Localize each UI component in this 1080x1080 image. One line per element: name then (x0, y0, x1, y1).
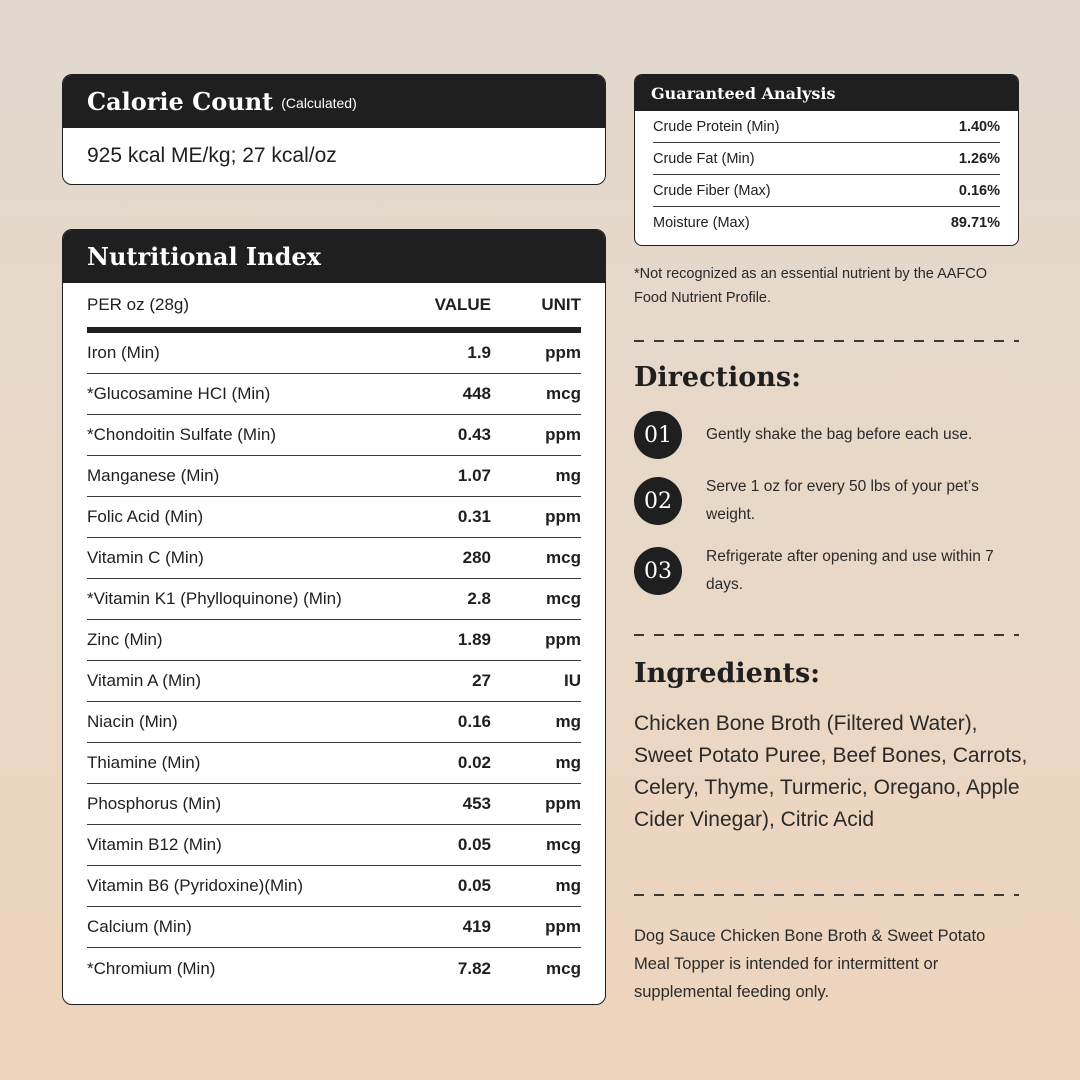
table-row (87, 415, 581, 456)
aafco-footnote: *Not recognized as an essential nutrient by the AAFCO Food Nutrient Profile. (634, 266, 988, 306)
nutrient-unit: mg (555, 712, 581, 731)
nutrient-name: Niacin (Min) (87, 712, 178, 731)
nutrient-unit: ppm (545, 425, 581, 444)
nutrient-name: Vitamin B12 (Min) (87, 835, 222, 854)
nutrient-unit: mcg (546, 835, 581, 854)
table-row (87, 907, 581, 948)
nutrient-value: 448 (462, 384, 491, 403)
step-text: Refrigerate after opening and use within 7 days. (706, 548, 994, 593)
table-row (87, 702, 581, 743)
nutrient-unit: ppm (545, 343, 581, 362)
nutrient-unit: mg (555, 466, 581, 485)
calorie-count-value: 925 kcal ME/kg; 27 kcal/oz (87, 144, 337, 167)
nutrient-name: *Glucosamine HCI (Min) (87, 384, 271, 403)
nutrient-value: 1.89 (457, 630, 491, 649)
table-row (87, 661, 581, 702)
nutrient-name: Vitamin B6 (Pyridoxine)(Min) (87, 876, 304, 895)
table-row (87, 374, 581, 415)
nutrient-unit: ppm (545, 630, 581, 649)
calorie-count-subtitle: (Calculated) (281, 94, 357, 111)
ingredients-list: Chicken Bone Broth (Filtered Water), Sweet Potato Puree, Beef Bones, Carrots, Celery, Thyme, Turmeric, Oregano, Apple Cider Vinegar), Citric Acid (634, 712, 1028, 831)
direction-step (634, 473, 996, 529)
nutrient-name: *Chromium (Min) (87, 958, 216, 978)
nutrient-value: 419 (462, 917, 491, 936)
nutrient-unit: mcg (546, 548, 581, 567)
step-number-badge: 03 (634, 547, 682, 595)
nutrient-value: 0.05 (457, 876, 491, 895)
nutrient-unit: mcg (546, 384, 581, 403)
table-row (653, 175, 1000, 207)
nutrient-name: Iron (Min) (87, 343, 160, 362)
nutritional-index-title: Nutritional Index (87, 242, 321, 271)
divider (634, 340, 1019, 342)
column-header-name: PER oz (28g) (87, 295, 190, 314)
nutrient-value: 0.43 (457, 425, 491, 444)
nutrient-name: Folic Acid (Min) (87, 507, 204, 526)
step-text: Gently shake the bag before each use. (706, 426, 973, 443)
nutrient-value: 2.8 (467, 589, 491, 608)
nutrient-name: Calcium (Min) (87, 917, 192, 936)
analysis-name: Moisture (Max) (653, 215, 750, 231)
nutrient-name: Zinc (Min) (87, 630, 163, 649)
divider (634, 894, 1019, 896)
table-row (87, 456, 581, 497)
table-row (87, 784, 581, 825)
nutritional-index-card (62, 229, 606, 1005)
table-row (87, 825, 581, 866)
table-row (87, 620, 581, 661)
divider (634, 634, 1019, 636)
nutrient-value: 0.31 (457, 507, 491, 526)
analysis-value: 1.40% (958, 118, 1000, 135)
nutrient-unit: mcg (546, 589, 581, 608)
calorie-count-card (62, 74, 606, 185)
analysis-value: 1.26% (958, 150, 1000, 167)
table-row (653, 143, 1000, 175)
calorie-count-title: Calorie Count (87, 87, 274, 116)
nutritional-index-column-headers (87, 283, 581, 333)
nutrient-value: 0.05 (457, 835, 491, 854)
nutrient-value: 453 (462, 794, 491, 813)
nutrient-value: 7.82 (457, 958, 491, 978)
ingredients-title: Ingredients: (634, 658, 821, 689)
table-row (653, 207, 1000, 239)
step-number-badge: 02 (634, 477, 682, 525)
nutrient-name: Manganese (Min) (87, 466, 220, 485)
column-header-value: VALUE (434, 295, 491, 314)
nutrient-unit: mg (555, 753, 581, 772)
step-text: Serve 1 oz for every 50 lbs of your pet’s weight. (706, 478, 979, 523)
analysis-name: Crude Protein (Min) (653, 118, 780, 135)
directions-title: Directions: (634, 362, 802, 393)
nutrient-value: 27 (472, 671, 491, 690)
nutrient-unit: ppm (545, 507, 581, 526)
table-row (87, 743, 581, 784)
nutrient-unit: mcg (546, 958, 581, 978)
step-number-badge: 01 (634, 411, 682, 459)
analysis-value: 0.16% (958, 182, 1000, 199)
nutrient-name: Vitamin A (Min) (87, 671, 202, 690)
guaranteed-analysis-card (634, 74, 1019, 246)
nutrient-name: *Vitamin K1 (Phylloquinone) (Min) (87, 589, 342, 608)
guaranteed-analysis-header (635, 75, 1018, 111)
nutrient-unit: ppm (545, 794, 581, 813)
table-row (87, 866, 581, 907)
direction-step (634, 543, 996, 599)
nutrient-name: *Chondoitin Sulfate (Min) (87, 425, 276, 444)
table-row (87, 579, 581, 620)
feeding-disclaimer: Dog Sauce Chicken Bone Broth & Sweet Potato Meal Topper is intended for intermittent or supplemental feeding only. (634, 927, 986, 1001)
analysis-value: 89.71% (950, 215, 1000, 231)
nutrient-unit: ppm (545, 917, 581, 936)
nutrient-value: 1.9 (467, 343, 491, 362)
table-row (653, 111, 1000, 143)
calorie-count-header (63, 75, 605, 128)
table-row (87, 333, 581, 374)
nutrient-value: 0.02 (457, 753, 491, 772)
guaranteed-analysis-rows (635, 111, 1018, 239)
analysis-name: Crude Fiber (Max) (653, 182, 771, 199)
nutrient-value: 280 (462, 548, 491, 567)
nutrient-name: Vitamin C (Min) (87, 548, 204, 567)
direction-step (634, 411, 996, 459)
table-row (87, 538, 581, 579)
column-header-unit: UNIT (541, 295, 581, 314)
analysis-name: Crude Fat (Min) (653, 150, 755, 167)
guaranteed-analysis-title: Guaranteed Analysis (651, 83, 836, 103)
nutritional-index-rows (63, 333, 605, 989)
nutrient-unit: mg (555, 876, 581, 895)
nutrient-value: 1.07 (457, 466, 491, 485)
nutrient-name: Thiamine (Min) (87, 753, 201, 772)
nutrient-unit: IU (564, 671, 581, 690)
table-row (87, 948, 581, 989)
nutrient-name: Phosphorus (Min) (87, 794, 222, 813)
nutritional-index-header (63, 230, 605, 283)
nutrient-value: 0.16 (457, 712, 491, 731)
table-row (87, 497, 581, 538)
